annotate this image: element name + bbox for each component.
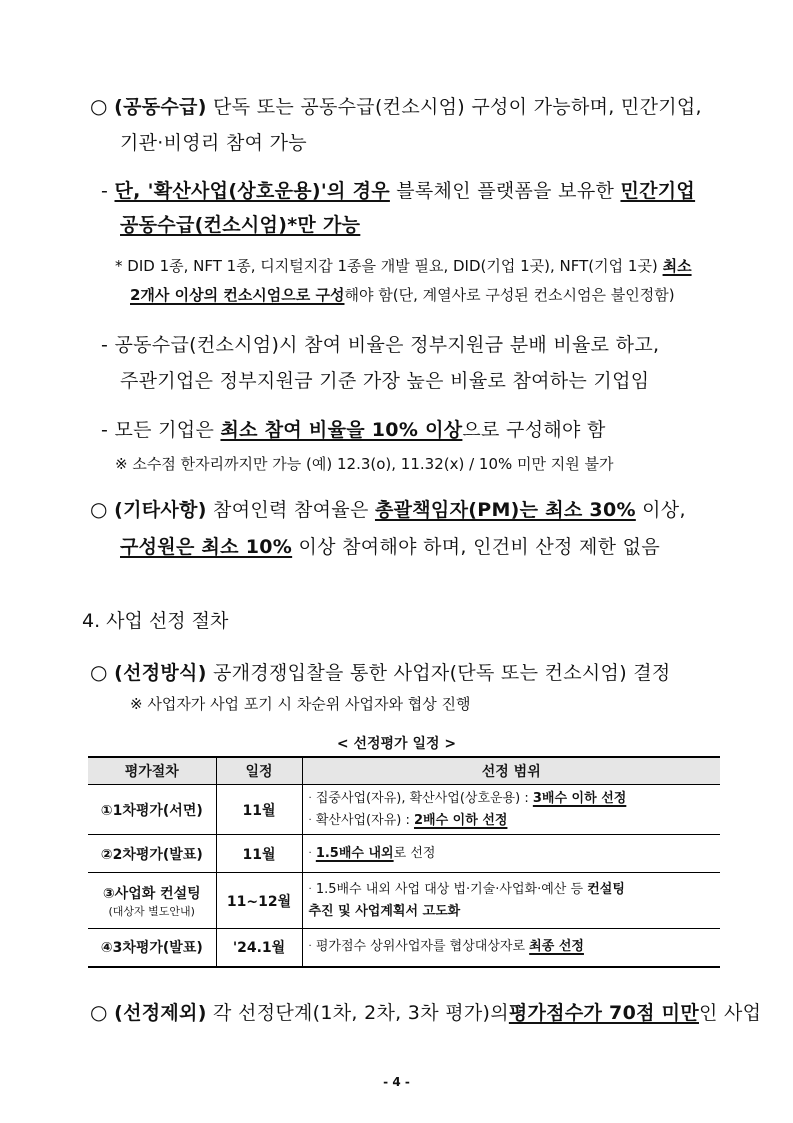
row1-scope1-emphasis: 3배수 이하 선정 (532, 790, 627, 806)
row2-date: 11월 (216, 835, 302, 873)
row3-scope-pre: 1.5배수 내외 사업 대상 법·기술·사업화·예산 등 (315, 881, 584, 897)
min-ratio-emphasis: 최소 참여 비율을 10% 이상 (220, 419, 463, 441)
row2-scope-emphasis: 1.5배수 내외 (315, 845, 394, 861)
section-heading-4: 4. 사업 선정 절차 (82, 610, 229, 632)
table-row (88, 835, 720, 873)
table-row (88, 929, 720, 967)
exception-line-1 (101, 176, 695, 203)
row3-scope: · 1.5배수 내외 사업 대상 법·기술·사업화·예산 등 컨설팅 추진 및 사업계획서 고도화 (302, 873, 720, 929)
dash: - (101, 334, 109, 356)
row3-step: ③사업화 컨설팅 (102, 885, 201, 902)
row4-scope: · 평가점수 상위사업자를 협상대상자로 최종 선정 (302, 929, 720, 967)
row2-scope: · 1.5배수 내외로 선정 (302, 835, 720, 873)
row4-scope-emphasis: 최종 선정 (529, 939, 584, 955)
footnote-emphasis-1: 최소 (662, 257, 692, 275)
row3-step-sub: (대상자 별도안내) (108, 904, 195, 918)
table-row (88, 785, 720, 835)
bullet-circle-icon: ○ (90, 660, 108, 684)
exception-emphasis-3: 공동수급(컨소시엄)*만 가능 (120, 214, 361, 236)
etc-post-1: 이상, (642, 499, 686, 521)
footnote-line-2 (130, 284, 675, 305)
consortium-label: (공동수급) (114, 96, 207, 118)
dash: - (101, 180, 109, 202)
exception-mid: 블록체인 플랫폼을 보유한 (396, 180, 615, 202)
row1-step: ①1차평가(서면) (88, 785, 216, 835)
row2-scope-post: 로 선정 (393, 845, 436, 861)
ratio-text-1: 공동수급(컨소시엄)시 참여 비율은 정부지원금 분배 비율로 하고, (114, 334, 660, 356)
selection-line (90, 658, 671, 685)
bullet-circle-icon: ○ (90, 94, 108, 118)
table-caption: < 선정평가 일정 > (336, 736, 457, 752)
consortium-text-1: 단독 또는 공동수급(컨소시엄) 구성이 가능하며, 민간기업, (213, 96, 702, 118)
row1-scope: · 집중사업(자유), 확산사업(상호운용) : 3배수 이하 선정 · 확산사업(자유) : 2배수 이하 선정 (302, 785, 720, 835)
row3-scope-emphasis-1: 컨설팅 (587, 881, 625, 897)
decimal-note: ※ 소수점 한자리까지만 가능 (예) 12.3(o), 11.32(x) / 10% 미만 지원 불가 (115, 455, 614, 473)
header-scope: 선정 범위 (302, 757, 720, 785)
footnote-star: * (115, 257, 123, 275)
etc-line-1 (90, 495, 686, 522)
selection-schedule-table (88, 756, 720, 968)
exclusion-emphasis: 평가점수가 70점 미만 (508, 1002, 699, 1024)
table-header-row (88, 757, 720, 785)
table-row (88, 873, 720, 929)
row4-step: ④3차평가(발표) (88, 929, 216, 967)
row2-step: ②2차평가(발표) (88, 835, 216, 873)
etc-emphasis-2: 구성원은 최소 10% (120, 536, 293, 558)
exclusion-post: 인 사업 (698, 1002, 762, 1024)
min-ratio-pre: 모든 기업은 (114, 419, 215, 441)
etc-label: (기타사항) (114, 499, 207, 521)
bullet-circle-icon: ○ (90, 1000, 108, 1024)
exception-line-2 (120, 210, 360, 237)
row3-scope-emphasis-2: 추진 및 사업계획서 고도화 (308, 903, 461, 919)
etc-pre: 참여인력 참여율은 (213, 499, 369, 521)
etc-emphasis-1: 총괄책임자(PM)는 최소 30% (374, 499, 636, 521)
bullet-circle-icon: ○ (90, 497, 108, 521)
row1-scope1-pre: 집중사업(자유), 확산사업(상호운용) : (315, 790, 529, 806)
row1-scope2-pre: 확산사업(자유) : (315, 812, 410, 828)
selection-text: 공개경쟁입찰을 통한 사업자(단독 또는 컨소시엄) 결정 (213, 662, 671, 684)
footnote-line-1 (115, 255, 692, 276)
row1-date: 11월 (216, 785, 302, 835)
footnote-text-2: 해야 함(단, 계열사로 구성된 컨소시엄은 불인정함) (344, 286, 675, 304)
exclusion-line (90, 998, 761, 1025)
consortium-line-1 (90, 92, 702, 119)
header-date: 일정 (216, 757, 302, 785)
footnote-text-1: DID 1종, NFT 1종, 디지털지갑 1종을 개발 필요, DID(기업 1곳), NFT(기업 1곳) (127, 257, 658, 275)
selection-note: ※ 사업자가 사업 포기 시 차순위 사업자와 협상 진행 (130, 695, 471, 713)
ratio-text-2: 주관기업은 정부지원금 기준 가장 높은 비율로 참여하는 기업임 (120, 370, 650, 392)
min-ratio-line (101, 415, 606, 442)
selection-label: (선정방식) (114, 662, 207, 684)
consortium-text-2: 기관·비영리 참여 가능 (120, 132, 307, 154)
row3-step-cell (88, 873, 216, 929)
etc-post-2: 이상 참여해야 하며, 인건비 산정 제한 없음 (298, 536, 660, 558)
exclusion-pre: 각 선정단계(1차, 2차, 3차 평가)의 (213, 1002, 509, 1024)
row4-scope-pre: 평가점수 상위사업자를 협상대상자로 (315, 939, 526, 955)
exception-emphasis-2: 민간기업 (620, 180, 696, 202)
min-ratio-post: 으로 구성해야 함 (462, 419, 606, 441)
exception-emphasis-1: 단, '확산사업(상호운용)'의 경우 (114, 180, 390, 202)
row1-scope2-emphasis: 2배수 이하 선정 (413, 812, 508, 828)
footnote-emphasis-2: 2개사 이상의 컨소시엄으로 구성 (130, 286, 345, 304)
exclusion-label: (선정제외) (114, 1002, 207, 1024)
etc-line-2 (120, 532, 660, 559)
row3-date: 11~12월 (216, 873, 302, 929)
row4-date: '24.1월 (216, 929, 302, 967)
ratio-line-1 (101, 330, 659, 357)
page-number: - 4 - (383, 1075, 410, 1089)
header-step: 평가절차 (88, 757, 216, 785)
dash: - (101, 419, 109, 441)
